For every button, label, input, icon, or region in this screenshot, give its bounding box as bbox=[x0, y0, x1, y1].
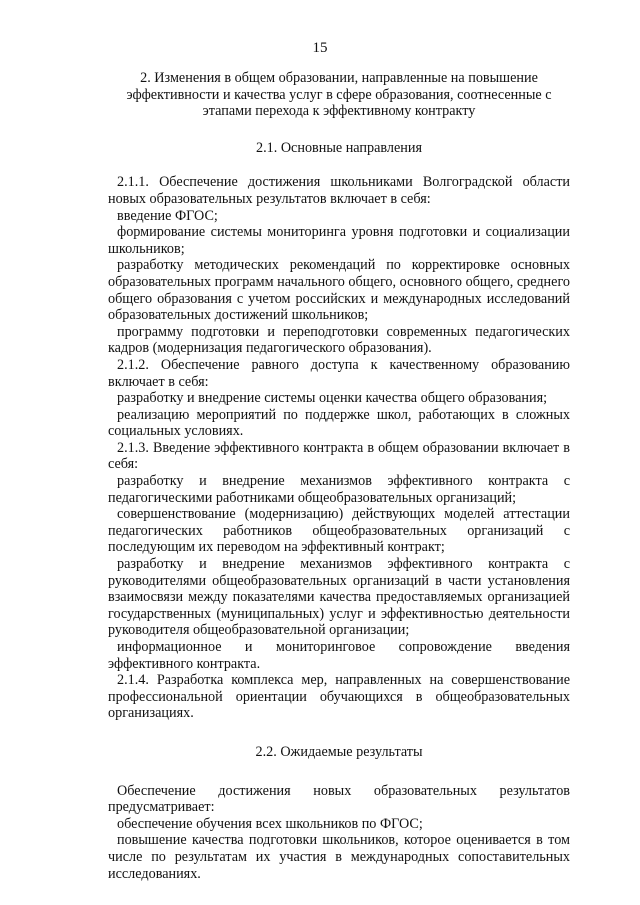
list-item-training-program: программу подготовки и переподготовки современных педагогических кадров (модернизация педагогического образования). bbox=[108, 323, 570, 357]
paragraph-2-1-3: 2.1.3. Введение эффективного контракта в общем образовании включает в себя: bbox=[108, 439, 570, 473]
list-item-fgos-training: обеспечение обучения всех школьников по ФГОС; bbox=[117, 815, 423, 832]
page-number: 15 bbox=[312, 40, 328, 56]
document-body bbox=[108, 70, 570, 882]
list-item-quality-improvement: повышение качества подготовки школьников, которое оценивается в том числе по результатам их участия в международных сопоставительных исследованиях. bbox=[108, 832, 570, 882]
list-item-contract-teachers: разработку и внедрение механизмов эффективного контракта с педагогическими работниками общеобразовательных организаций; bbox=[108, 473, 570, 506]
list-item-methodical-recommendations: разработку методических рекомендаций по корректировке основных образовательных программ начального общего, основного общего, среднего общего образования с учетом российских и международных исследований образовательных достижений школьников; bbox=[108, 257, 570, 324]
list-item-info-support: информационное и мониторинговое сопровождение введения эффективного контракта. bbox=[108, 639, 570, 672]
section-2-2-heading: 2.2. Ожидаемые результаты bbox=[255, 743, 423, 760]
paragraph-2-1-1: 2.1.1. Обеспечение достижения школьниками Волгоградской области новых образовательных результатов включает в себя: bbox=[108, 174, 570, 207]
paragraph-2-1-2: 2.1.2. Обеспечение равного доступа к качественному образованию включает в себя: bbox=[108, 356, 570, 390]
list-item-quality-assessment: разработку и внедрение системы оценки качества общего образования; bbox=[117, 390, 548, 407]
section-2-heading: 2. Изменения в общем образовании, направленные на повышение эффективности и качества услуг в сфере образования, соотнесенные с этапами перехода к эффективному контракту bbox=[126, 70, 552, 120]
list-item-fgos: введение ФГОС; bbox=[117, 207, 218, 224]
paragraph-2-1-4: 2.1.4. Разработка комплекса мер, направленных на совершенствование профессиональной ориентации обучающихся в общеобразовательных организациях. bbox=[108, 672, 570, 722]
list-item-attestation-models: совершенствование (модернизацию) действующих моделей аттестации педагогических работников общеобразовательных организаций с последующим их переводом на эффективный контракт; bbox=[108, 506, 570, 556]
list-item-school-support: реализацию мероприятий по поддержке школ, работающих в сложных социальных условиях. bbox=[108, 406, 570, 440]
list-item-contract-heads: разработку и внедрение механизмов эффективного контракта с руководителями общеобразовательных организаций в части установления взаимосвязи между показателями качества предоставляемых организацией государственных (муниципальных) услуг и эффективностью деятельности руководителя общеобразовательной организации; bbox=[108, 556, 570, 639]
section-2-1-heading: 2.1. Основные направления bbox=[255, 139, 422, 156]
paragraph-2-2-intro: Обеспечение достижения новых образовательных результатов предусматривает: bbox=[108, 782, 570, 816]
list-item-monitoring: формирование системы мониторинга уровня подготовки и социализации школьников; bbox=[108, 224, 570, 257]
